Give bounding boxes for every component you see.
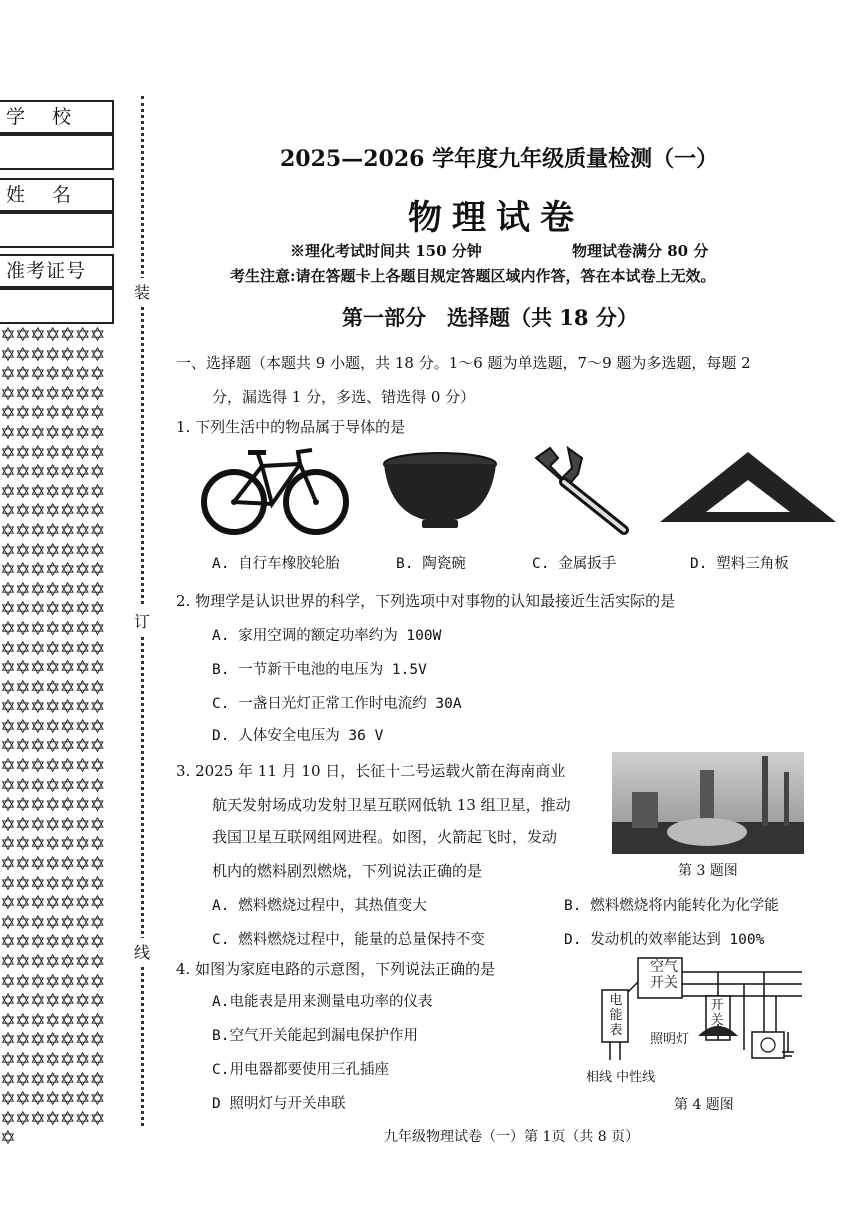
binding-char-ding: 订	[134, 607, 150, 634]
q2-option-d: D. 人体安全电压为 36 V	[212, 728, 384, 744]
triangle-ruler-figure	[658, 450, 840, 526]
q1-option-d: D. 塑料三角板	[690, 556, 789, 572]
q4-option-b: B.空气开关能起到漏电保护作用	[212, 1028, 418, 1044]
q1-option-c: C. 金属扳手	[532, 556, 617, 572]
lamp-label: 照明灯	[650, 1032, 690, 1047]
score-note: 物理试卷满分 80 分	[572, 242, 709, 260]
q4-option-a: A.电能表是用来测量电功率的仪表	[212, 994, 433, 1010]
q2-option-b: B. 一节新干电池的电压为 1.5V	[212, 662, 427, 678]
part1-instruction-cont: 分，漏选得 1 分，多选、错选得 0 分）	[212, 388, 476, 406]
exam-id-label: 准考证号	[0, 254, 114, 288]
part1-instruction: 一、选择题（本题共 9 小题，共 18 分。1～6 题为单选题，7～9 题为多选题，每题 2	[176, 354, 751, 372]
q2-option-c: C. 一盏日光灯正常工作时电流约 30A	[212, 696, 462, 712]
live-neutral-label: 相线 中性线	[586, 1070, 656, 1085]
subject-title: 物理试卷	[408, 198, 584, 238]
q3-option-c: C. 燃料燃烧过程中，能量的总量保持不变	[212, 932, 485, 948]
q2-option-a: A. 家用空调的额定功率约为 100W	[212, 628, 442, 644]
star-pattern: ✡✡✡✡✡✡✡✡✡✡✡✡✡✡✡✡✡✡✡✡✡✡✡✡✡✡✡✡✡✡✡✡✡✡✡✡✡✡✡✡✡✡✡✡✡✡✡✡✡✡✡✡✡✡✡✡✡✡✡✡✡✡✡✡✡✡✡✡✡✡✡✡✡✡✡✡✡✡✡✡✡✡✡✡✡✡✡✡✡✡✡✡✡✡✡✡✡✡✡✡✡✡✡✡✡✡✡✡✡✡✡✡✡✡✡✡✡✡✡✡✡✡✡✡✡✡✡✡✡✡✡✡✡✡✡✡✡✡✡✡✡✡✡✡✡✡✡✡✡✡✡✡✡✡✡✡✡✡✡✡✡✡✡✡✡✡✡✡✡✡✡✡✡✡✡✡✡✡✡✡✡✡✡✡✡✡✡✡✡✡✡✡✡✡✡✡✡✡✡✡✡✡✡✡✡✡✡✡✡✡✡✡✡✡✡✡✡✡✡✡✡✡✡✡✡✡✡✡✡✡✡✡✡✡✡✡✡✡✡✡✡✡✡✡✡✡✡✡✡✡✡✡✡✡✡✡✡✡✡✡✡✡✡✡✡✡✡✡✡✡✡✡✡✡✡✡✡✡✡✡✡✡✡✡✡✡✡✡	[0, 324, 105, 1150]
bowl-figure	[380, 450, 500, 532]
q1-option-a: A. 自行车橡胶轮胎	[212, 556, 340, 572]
q2-stem: 2. 物理学是认识世界的科学，下列选项中对事物的认知最接近生活实际的是	[176, 592, 676, 610]
wrench-figure	[528, 444, 634, 538]
exam-id-field[interactable]	[0, 288, 114, 324]
q3-stem-line2: 航天发射场成功发射卫星互联网低轨 13 组卫星，推动	[212, 796, 571, 814]
page-footer: 九年级物理试卷（一）第 1页（共 8 页）	[384, 1129, 640, 1145]
school-field[interactable]	[0, 134, 114, 170]
q3-option-d: D. 发动机的效率能达到 100%	[564, 932, 765, 948]
bicycle-figure	[200, 444, 350, 540]
q4-figure-caption: 第 4 题图	[674, 1097, 734, 1113]
school-label: 学 校	[0, 100, 114, 134]
q1-stem: 1. 下列生活中的物品属于导体的是	[176, 418, 406, 436]
q1-option-b: B. 陶瓷碗	[396, 556, 466, 572]
q3-stem-line4: 机内的燃料剧烈燃烧，下列说法正确的是	[212, 862, 483, 880]
air-switch-label: 空气开关	[650, 959, 678, 991]
q3-stem-line1: 3. 2025 年 11 月 10 日，长征十二号运载火箭在海南商业	[176, 762, 566, 780]
q3-stem-line3: 我国卫星互联网组网进程。如图，火箭起飞时，发动	[212, 828, 558, 846]
part1-title: 第一部分 选择题（共 18 分）	[342, 305, 638, 330]
binding-char-zhuang: 装	[134, 278, 150, 305]
q3-option-b: B. 燃料燃烧将内能转化为化学能	[564, 898, 779, 914]
exam-title: 2025—2026 学年度九年级质量检测（一）	[280, 146, 719, 172]
q4-option-d: D 照明灯与开关串联	[212, 1096, 346, 1112]
name-label: 姓 名	[0, 178, 114, 212]
candidate-notice: 考生注意:请在答题卡上各题目规定答题区域内作答，答在本试卷上无效。	[230, 267, 716, 285]
q4-stem: 4. 如图为家庭电路的示意图，下列说法正确的是	[176, 960, 496, 978]
q3-option-a: A. 燃料燃烧过程中，其热值变大	[212, 898, 427, 914]
switch-label: 开关	[710, 998, 724, 1028]
q4-option-c: C.用电器都要使用三孔插座	[212, 1062, 389, 1078]
time-note: ※理化考试时间共 150 分钟	[290, 242, 482, 260]
q3-figure-caption: 第 3 题图	[678, 863, 738, 879]
binding-char-xian: 线	[134, 938, 150, 965]
meter-label: 电能表	[609, 993, 623, 1038]
rocket-launch-photo	[612, 752, 804, 854]
name-field[interactable]	[0, 212, 114, 248]
